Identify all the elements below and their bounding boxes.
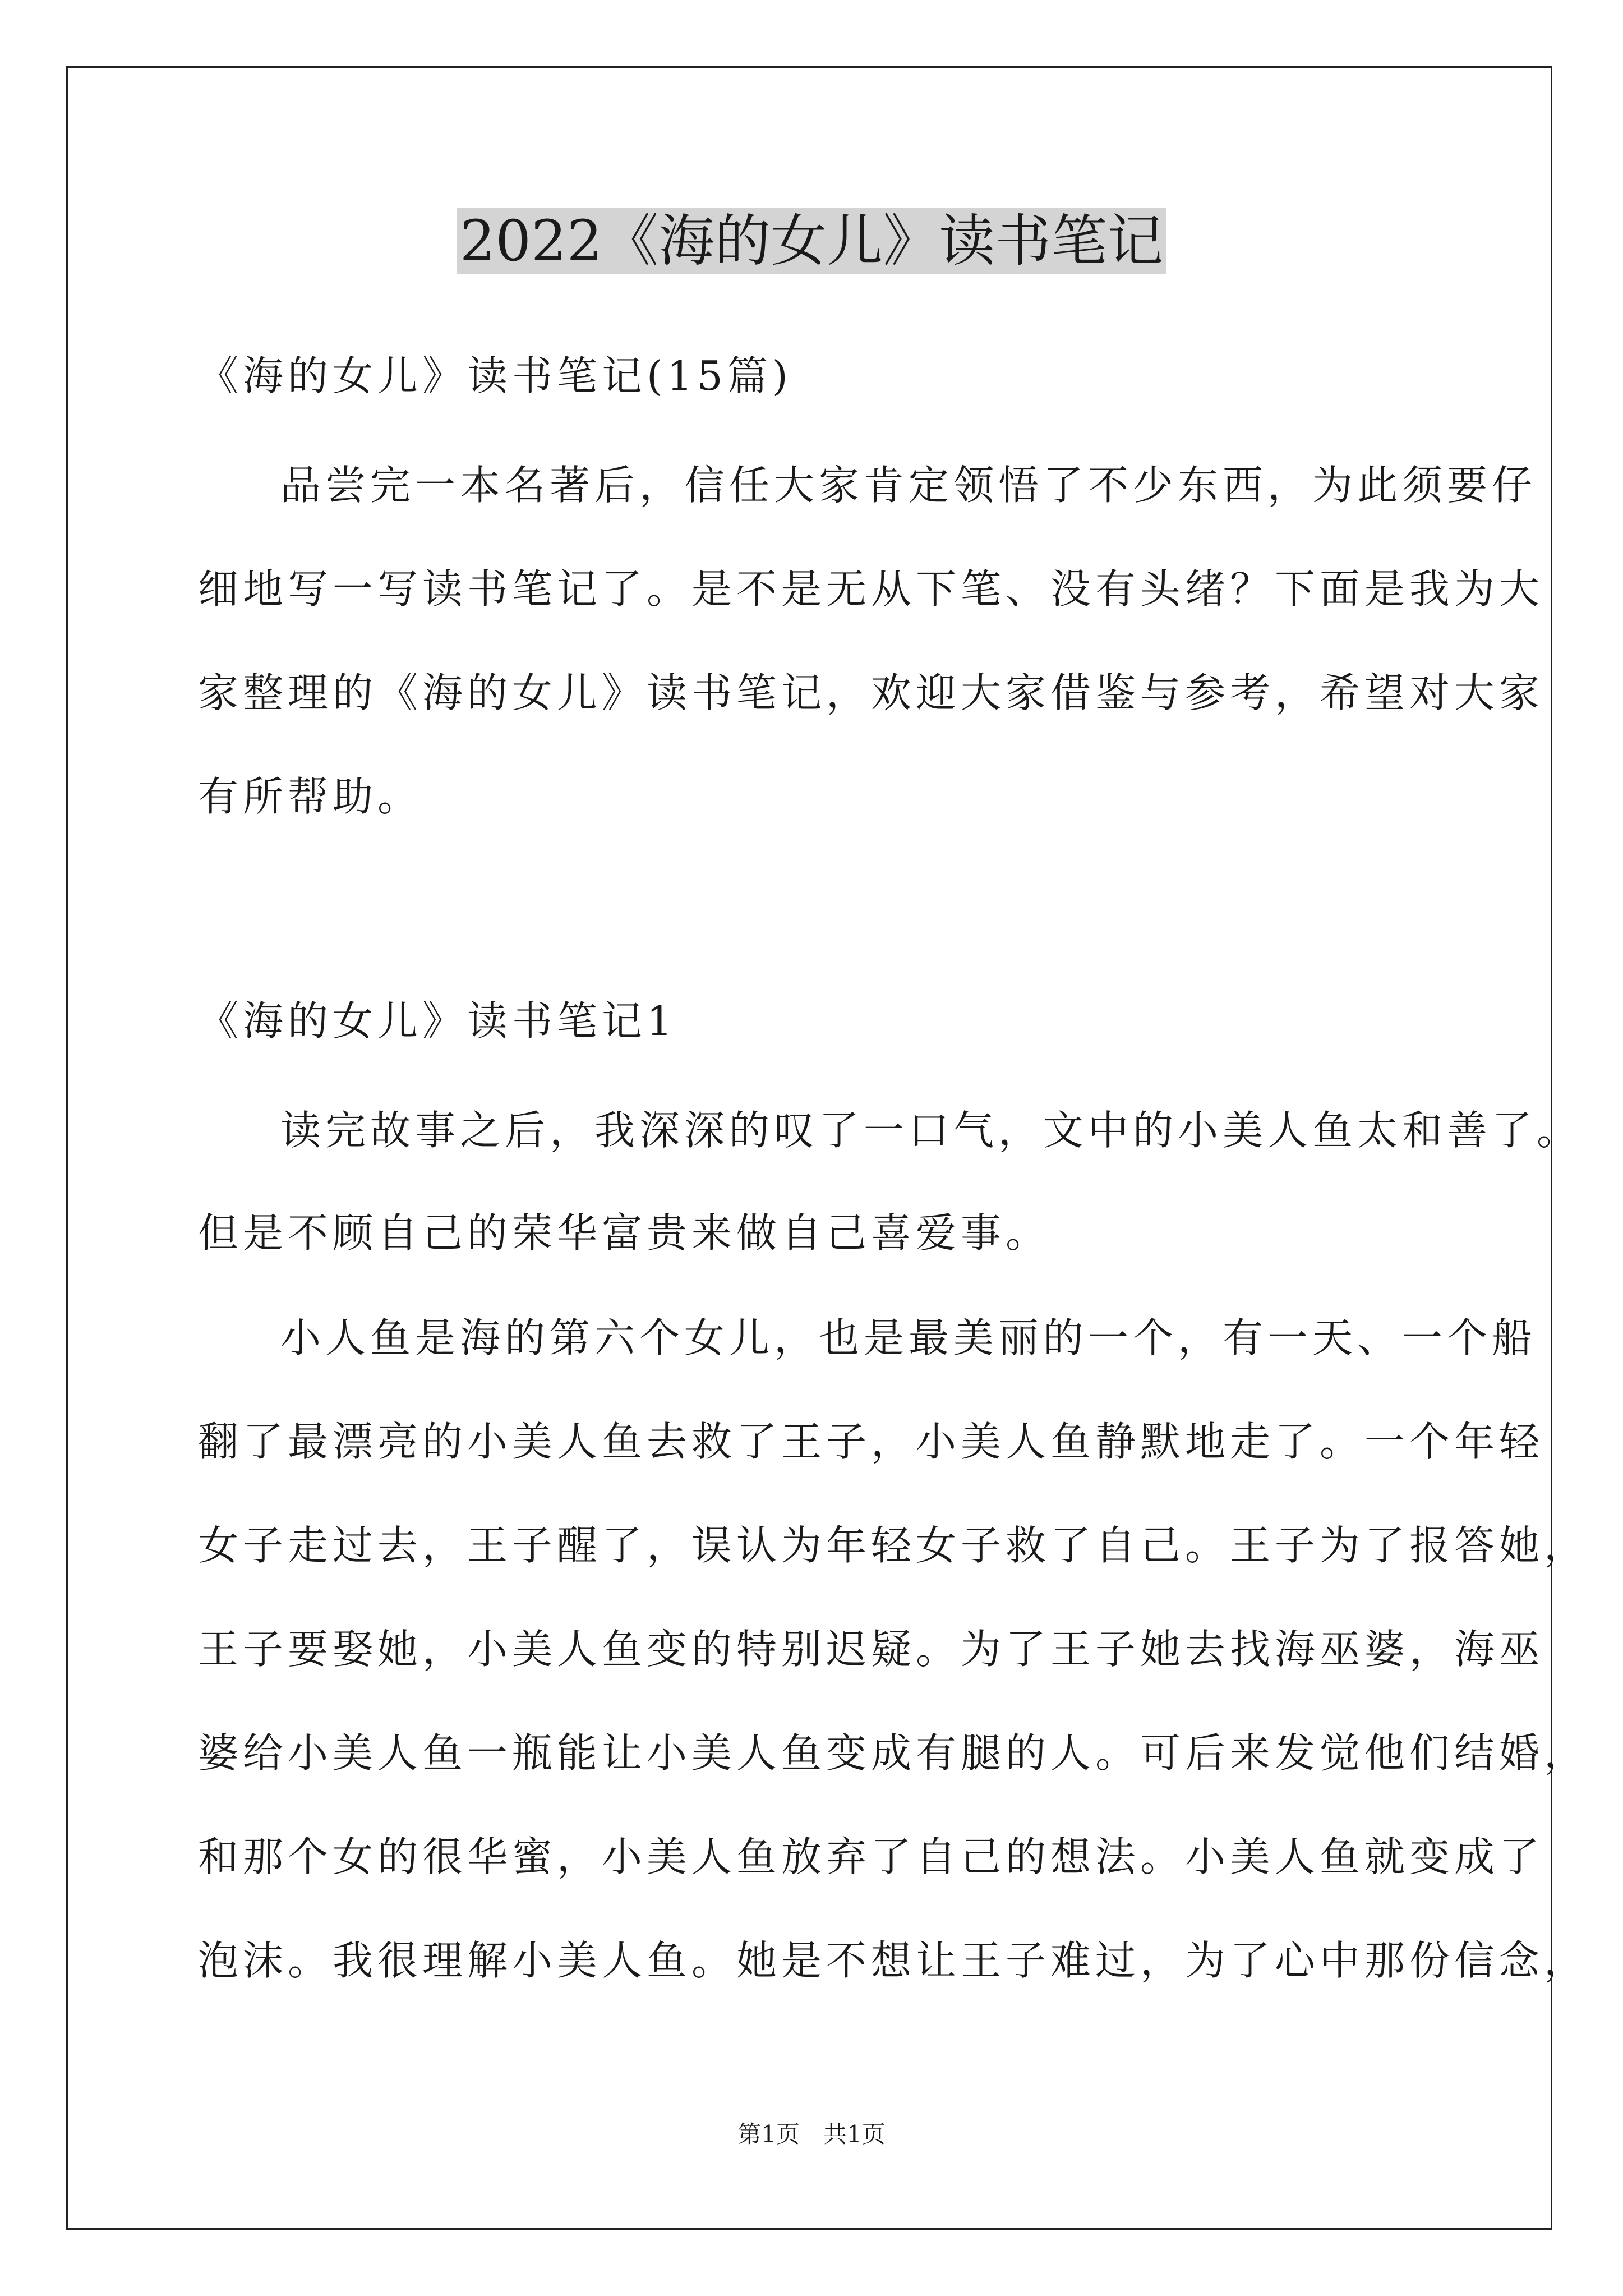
paragraph-line: 但是不顾自己的荣华富贵来做自己喜爱事。 — [198, 1209, 1051, 1257]
paragraph-line: 王子要娶她，小美人鱼变的特别迟疑。为了王子她去找海巫婆，海巫 — [198, 1626, 1544, 1673]
page-footer: 第1页 共1页 — [737, 2120, 886, 2148]
paragraph-line: 和那个女的很华蜜，小美人鱼放弃了自己的想法。小美人鱼就变成了 — [198, 1833, 1544, 1880]
document-title — [0, 199, 1623, 283]
paragraph-line: 泡沫。我很理解小美人鱼。她是不想让王子难过，为了心中那份信念， — [198, 1937, 1589, 1984]
paragraph-line: 小人鱼是海的第六个女儿，也是最美丽的一个，有一天、一个船 — [280, 1314, 1537, 1361]
intro-line: 有所帮助。 — [198, 773, 423, 820]
document-subtitle: 《海的女儿》读书笔记(15篇) — [198, 352, 792, 399]
intro-line: 品尝完一本名著后，信任大家肯定领悟了不少东西，为此须要仔 — [280, 462, 1537, 509]
paragraph-line: 女子走过去，王子醒了，误认为年轻女子救了自己。王子为了报答她， — [198, 1522, 1589, 1569]
paragraph-line: 翻了最漂亮的小美人鱼去救了王子，小美人鱼静默地走了。一个年轻 — [198, 1418, 1544, 1465]
paragraph-line: 婆给小美人鱼一瓶能让小美人鱼变成有腿的人。可后来发觉他们结婚， — [198, 1729, 1589, 1777]
intro-line: 家整理的《海的女儿》读书笔记，欢迎大家借鉴与参考，希望对大家 — [198, 669, 1544, 716]
document-title-text: 2022《海的女儿》读书笔记 — [457, 208, 1167, 274]
section-heading: 《海的女儿》读书笔记1 — [198, 997, 677, 1045]
intro-line: 细地写一写读书笔记了。是不是无从下笔、没有头绪？下面是我为大 — [198, 565, 1544, 613]
paragraph-line: 读完故事之后，我深深的叹了一口气，文中的小美人鱼太和善了。 — [280, 1107, 1582, 1154]
